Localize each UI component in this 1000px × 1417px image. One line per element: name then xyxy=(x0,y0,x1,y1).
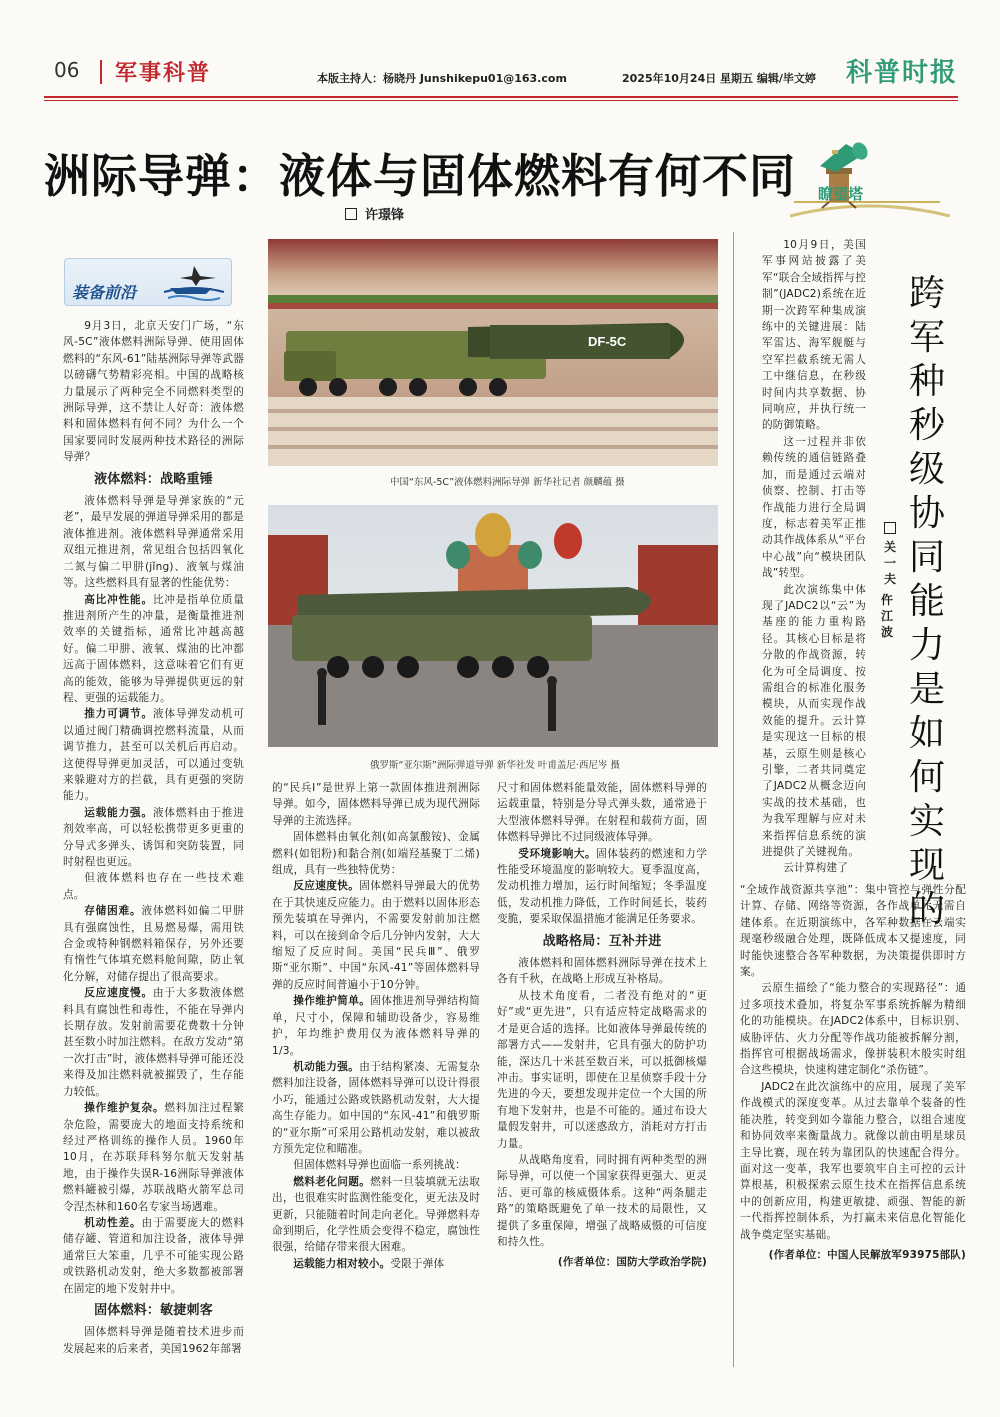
author-name: 关一夫 xyxy=(883,540,896,586)
paragraph xyxy=(272,1059,480,1157)
paragraph xyxy=(63,706,244,804)
paragraph-text: 燃料一旦装填就无法取出，也很难实时监测性能变化，更无法及时更新，只能随着时间走向老化。导弹燃料寿命到期后，化学性质会变得不稳定，腐蚀性很强，给储存带来很大困难。 xyxy=(272,1175,481,1254)
paragraph: “全域作战资源共享池”：集中管控与弹性分配计算、存储、网络等资源，各作战单元无需自建体系。在近期演练中，各军种数据在云端实现毫秒级融合处理，既降低成本又提速度，同时能快速整合各军种数据，为决策提供即时方案。 xyxy=(740,884,966,979)
keyword: 反应速度慢。 xyxy=(84,987,153,1000)
keyword: 机动能力强。 xyxy=(293,1060,360,1073)
paragraph xyxy=(272,1256,480,1272)
paragraph xyxy=(63,903,244,985)
byline-box-icon xyxy=(345,208,357,220)
paragraph: 这一过程并非依赖传统的通信链路叠加，而是通过云端对侦察、控制、打击等作战能力进行全局调度，标志着美军正推动其作战体系从“平台中心战”向“模块团队战”转型。 xyxy=(762,435,866,580)
paragraph: 云计算构建了 xyxy=(783,862,848,875)
paragraph-text: 液体导弹发动机可以通过阀门精确调控燃料流量，从而调节推力，甚至可以关机后再启动。这使得导弹更加灵活，可以通过变轨来躲避对方的拦截，具有更强的突防能力。 xyxy=(63,708,244,803)
keyword: 运载能力相对较小。 xyxy=(293,1257,391,1270)
article2-title: 跨军种秒级协同能力是如何实现的 xyxy=(908,273,945,930)
article2-author-2: 仵江波 xyxy=(880,593,893,639)
paragraph: 但液体燃料也存在一些技术难点。 xyxy=(63,872,244,901)
paragraph-text: 液体燃料如偏二甲肼具有强腐蚀性，且易燃易爆，需用铁合金或特种钢燃料箱保存，另外还要有惰性气体填充燃料舱间隙，防止氧化分解，对储存提出了很高要求。 xyxy=(63,905,244,983)
paragraph-text: 固体燃料导弹最大的优势在于其快速反应能力。由于燃料以固体形态预先装填在导弹内，不需要发射前加注燃料，可以在接到命令后几分钟内发射，大大缩短了反应时间。美国“民兵Ⅲ”、俄罗斯“亚尔斯”、中国“东风-41”等固体燃料导弹的反应时间普遍小于10分钟。 xyxy=(272,880,481,991)
keyword: 操作维护复杂。 xyxy=(84,1102,165,1115)
paragraph: 液体燃料和固体燃料洲际导弹在技术上各有千秋，在战略上形成互补格局。 xyxy=(497,957,707,986)
yars-missile-photo xyxy=(268,505,718,747)
subheading: 固体燃料：敏捷刺客 xyxy=(94,1302,213,1318)
paragraph xyxy=(63,985,244,1100)
subheading: 液体燃料：战略重锤 xyxy=(94,471,213,487)
newspaper-logo: 科普时报 xyxy=(846,58,959,88)
keyword: 运载能力强。 xyxy=(84,806,153,819)
section-badge-label: 装备前沿 xyxy=(72,283,137,302)
paragraph xyxy=(272,1174,480,1256)
paragraph xyxy=(272,993,480,1059)
keyword: 受环境影响大。 xyxy=(518,847,597,860)
article1-column-3 xyxy=(497,780,707,1271)
article1-column-2 xyxy=(272,780,480,1272)
subheading: 战略格局：互补并进 xyxy=(542,933,662,949)
byline-box-icon xyxy=(884,522,896,534)
author-affiliation: (作者单位：国防大学政治学院) xyxy=(557,1256,707,1269)
host-info: 本版主持人：杨晓丹 Junshikepu01@163.com xyxy=(317,72,567,85)
paragraph: 固体燃料导弹是随着技术进步而发展起来的后来者，美国1962年部署 xyxy=(63,1326,244,1355)
column-divider xyxy=(733,232,734,1367)
keyword: 存储困难。 xyxy=(84,905,142,918)
paragraph: 从战略角度看，同时拥有两种类型的洲际导弹，可以使一个国家获得更强大、更灵活、更可靠的核威慑体系。这种“两条腿走路”的策略既避免了单一技术的局限性，又提供了多重保障，增强了战略威慑的可信度和持久性。 xyxy=(497,1153,707,1248)
paragraph: 尺寸和固体燃料能量效能，固体燃料导弹的运载重量，特别是分导式弹头数，通常逊于大型液体燃料导弹。在射程和载荷方面，固体燃料导弹比不过同级液体导弹。 xyxy=(497,782,707,844)
author-affiliation: (作者单位：中国人民解放军93975部队) xyxy=(768,1248,966,1261)
keyword: 操作维护简单。 xyxy=(293,995,371,1008)
paragraph-text: 由于需要庞大的燃料储存罐、管道和加注设备，液体导弹通常巨大笨重，几乎不可能实现公路或铁路机动发射，绝大多数都被部署在固定的地下发射井中。 xyxy=(63,1216,244,1295)
paragraph-text: 比冲是指单位质量推进剂所产生的冲量，是衡量推进剂效率的关键指标，通常比冲越高越好。偏二甲肼、液氧、煤油的比冲都远高于固体燃料，这意味着它们有更高的能效，能够为导弹提供更远的射程、更强的运载能力。 xyxy=(63,593,244,704)
paragraph: 固体燃料由氧化剂(如高氯酸铵)、金属燃料(如铝粉)和黏合剂(如端羟基聚丁二烯)组成，具有一些独特优势： xyxy=(272,831,480,877)
date-editor: 2025年10月24日 星期五 编辑/毕文婷 xyxy=(622,72,816,85)
paragraph-text: 受限于弹体 xyxy=(390,1257,445,1270)
header-separator xyxy=(100,60,102,84)
lookout-tower-logo xyxy=(790,132,950,224)
article2-author-1 xyxy=(880,522,900,587)
missile-marking: DF-5C xyxy=(588,334,627,349)
df5c-missile-photo xyxy=(268,239,718,466)
paragraph-text: 由于大多数液体燃料具有腐蚀性和毒性，不能在导弹内长期存放。发射前需要花费数十分钟甚至数小时加注燃料。在敌方发动“第一次打击”时，液体燃料导弹可能还没来得及加注燃料就被摧毁了，生存能力较低。 xyxy=(63,987,244,1098)
paragraph-text: 液体燃料由于推进剂效率高，可以轻松携带更多更重的分导式多弹头、诱饵和突防装置，同时射程也更远。 xyxy=(63,806,244,868)
paragraph xyxy=(63,592,244,707)
paragraph: 液体燃料导弹是导弹家族的“元老”，最早发展的弹道导弹采用的都是液体推进剂。液体燃料导弹通常采用双组元推进剂，常见组合包括四氧化二氮与偏二甲肼(jǐng)、液氧与煤油等。这些燃料具有显著的性能优势： xyxy=(63,495,244,590)
photo1-caption: 中国“东风-5C”液体燃料洲际导弹 新华社记者 颜麟蕴 摄 xyxy=(390,477,625,488)
paragraph: 10月9日，美国军事网站披露了美军“联合全域指挥与控制”(JADC2)系统在近期一次跨军种集成演练中的关键进展：陆军雷达、海军舰艇与空军拦截系统无需人工中继信息，在秒级时间内共享数据、协同响应，并执行统一的防御策略。 xyxy=(762,239,866,432)
article2-wide-column xyxy=(740,882,966,1263)
paragraph-text: 由于结构紧凑、无需复杂燃料加注设备，固体燃料导弹可以设计得很小巧，能通过公路或铁路机动发射，大大提高生存能力。如中国的“东风-41”和俄罗斯的“亚尔斯”可采用公路机动发射，难以被敌方预先定位和瞄准。 xyxy=(272,1060,481,1155)
paragraph: JADC2在此次演练中的应用，展现了美军作战模式的深度变革。从过去靠单个装备的性能决胜，转变到如今靠能力整合，以组合速度和协同效率来衡量战力。就像以前由明星球员主导比赛，现在转为靠团队的快速配合得分。面对这一变革，我军也要筑牢自主可控的云计算根基，积极探索云原生技术在指挥信息系统中的创新应用，构建更敏捷、顽强、智能的新一代指挥控制体系，为打赢未来信息化智能化战争奠定坚实基础。 xyxy=(740,1080,966,1241)
header-rule xyxy=(44,96,958,98)
paragraph-text: 固体推进剂导弹结构简单，尺寸小，保障和辅助设备少，容易维护，年均维护费用仅为液体燃料导弹的1/3。 xyxy=(272,995,481,1057)
paragraph xyxy=(63,805,244,871)
paragraph-text: 燃料加注过程繁杂危险，需要庞大的地面支持系统和经过严格训练的操作人员。1960年10月，在苏联拜科努尔航天发射基地，由于操作失误R-16洲际导弹液体燃料罐被引爆，苏联战略火箭军总司令涅杰林和160名专家当场遇难。 xyxy=(63,1102,244,1213)
paragraph-text: 固体装药的燃速和力学性能受环境温度的影响较大。夏季温度高，发动机推力增加，运行时间缩短；冬季温度低，发动机推力降低，工作时间延长，装药变脆，要采取保温措施才能满足任务要求。 xyxy=(497,847,708,926)
byline-author: 许璟锋 xyxy=(365,208,405,223)
paragraph xyxy=(497,846,707,928)
paragraph: 9月3日，北京天安门广场，“东风-5C”液体燃料洲际导弹、使用固体燃料的“东风-61”陆基洲际导弹等武器以磅礴气势精彩亮相。中国的战略核力量展示了两种完全不同燃料类型的洲际导弹，这不禁让人好奇：液体燃料和固体燃料有何不同？为什么一个国家要同时发展两种技术路径的洲际导弹？ xyxy=(63,320,244,464)
page-number: 06 xyxy=(54,58,80,82)
paragraph: 此次演练集中体现了JADC2以“云”为基座的能力重构路径。其核心目标是将分散的作战资源，转化为可全局调度、按需组合的标准化服务模块，从而实现作战效能的提升。云计算是实现这一目标的根基，云原生则是核心引擎，二者共同奠定了JADC2从概念迈向实战的技术基础，也为我军理解与应对未来指挥信息系统的演进提供了关键视角。 xyxy=(762,583,866,859)
keyword: 燃料老化问题。 xyxy=(293,1175,371,1188)
paragraph: 从技术角度看，二者没有绝对的“更好”或“更先进”，只有适应特定战略需求的才是更合适的选择。比如液体导弹最传统的部署方式——发射井，它具有强大的防护功能，深达几十米甚至数百米，可以抵御核爆冲击。事实证明，即使在卫星侦察手段十分先进的今天，要想发现并定位一个大国的所有地下发射井，也是不可能的。通过布设大量假发射井，可以迷惑敌方，消耗对方打击力量。 xyxy=(497,989,707,1150)
article-byline xyxy=(345,204,404,223)
paragraph xyxy=(63,1215,244,1297)
lookout-label: 瞭望塔 xyxy=(818,185,864,203)
header-rule-thin xyxy=(44,100,958,101)
keyword: 推力可调节。 xyxy=(84,708,153,721)
paragraph: 的“民兵Ⅰ”是世界上第一款固体推进剂洲际导弹。如今，固体燃料导弹已成为现代洲际导弹的主流选择。 xyxy=(272,782,480,827)
paragraph xyxy=(272,878,480,993)
keyword: 机动性差。 xyxy=(84,1216,142,1229)
jet-ship-icon xyxy=(160,262,228,302)
column-name: 军事科普 xyxy=(115,61,212,86)
article1-column-1 xyxy=(63,318,244,1357)
photo2-caption: 俄罗斯“亚尔斯”洲际弹道导弹 新华社发 叶甫盖尼·西尼岑 摄 xyxy=(370,760,620,771)
keyword: 高比冲性能。 xyxy=(84,593,153,606)
paragraph xyxy=(63,1100,244,1215)
article-title: 洲际导弹：液体与固体燃料有何不同 xyxy=(44,149,796,203)
article2-narrow-column xyxy=(762,237,866,877)
keyword: 反应速度快。 xyxy=(293,880,360,893)
paragraph: 但固体燃料导弹也面临一系列挑战： xyxy=(293,1159,466,1172)
paragraph: 云原生描绘了“能力整合的实现路径”：通过多项技术叠加，将复杂军事系统拆解为精细化的功能模块。在JADC2体系中，目标识别、威胁评估、火力分配等作战功能被拆解分割，指挥官可根据战场需求，像拼装积木般实时组合这些模块，快速构建定制化“杀伤链”。 xyxy=(740,982,966,1077)
